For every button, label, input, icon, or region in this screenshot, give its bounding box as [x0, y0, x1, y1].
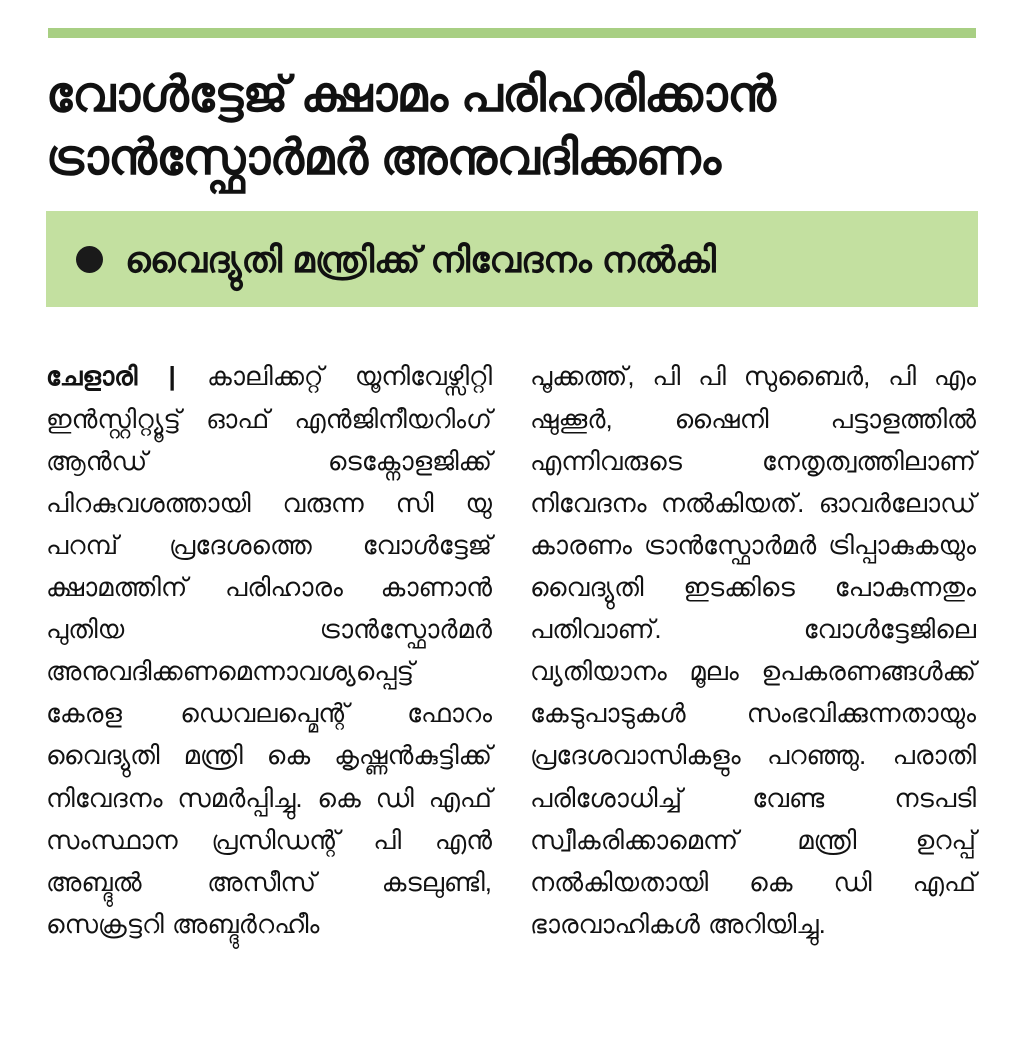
subhead-text: വൈദ്യുതി മന്ത്രിക്ക് നിവേദനം നൽകി [125, 238, 716, 280]
headline-line-1: വോൾട്ടേജ് ക്ഷാമം പരിഹരിക്കാൻ [46, 68, 776, 122]
subhead-band [46, 211, 978, 307]
article-columns [46, 329, 978, 971]
body-paragraph-2 [530, 355, 976, 945]
headline-line-2: ട്രാൻസ്ഫോർമർ അനുവദിക്കണം [46, 130, 721, 185]
article-column-right [530, 329, 976, 971]
body-text-column-1: കാലിക്കറ്റ് യൂനിവേഴ്സിറ്റി ഇൻസ്റ്റിറ്റ്യൂട്ട് ഓഫ് എൻജിനീയറിംഗ് ആൻഡ് ടെക്നോളജിക്ക് പിറകുവശത്തായി വരുന്ന സി യു പറമ്പ് പ്രദേശത്തെ വോൾട്ടേജ് ക്ഷാമത്തിന് പരിഹാരം കാണാൻ പുതിയ ട്രാൻസ്ഫോർമർ അനുവദിക്കണമെന്നാവശ്യപ്പെട്ട് കേരള ഡെവലപ്മെന്റ് ഫോറം വൈദ്യുതി മന്ത്രി കെ കൃഷ്ണൻകുട്ടിക്ക് നിവേദനം സമർപ്പിച്ചു. കെ ഡി എഫ് സംസ്ഥാന പ്രസിഡന്റ് പി എൻ അബ്ദുൽ അസീസ് കടലുണ്ടി, സെക്രട്ടറി അബ്ദുർറഹീം [46, 361, 493, 939]
dateline: ചേളാരി | [46, 361, 207, 392]
newspaper-article-page [0, 28, 1024, 1048]
top-divider-rule [48, 28, 976, 38]
body-paragraph-1 [46, 355, 492, 945]
article-column-left [46, 329, 492, 971]
page-title [46, 64, 978, 189]
bullet-dot-icon [76, 246, 103, 273]
body-text-column-2: പൂക്കത്ത്, പി പി സുബൈർ, പി എം ഷുക്കൂർ, ഷൈനി പട്ടാളത്തിൽ എന്നിവരുടെ നേതൃത്വത്തിലാണ് നിവേദനം നൽകിയത്. ഓവർലോഡ് കാരണം ട്രാൻസ്ഫോർമർ ട്രിപ്പാകുകയും വൈദ്യുതി ഇടക്കിടെ പോകുന്നതും പതിവാണ്. വോൾട്ടേജിലെ വ്യതിയാനം മൂലം ഉപകരണങ്ങൾക്ക് കേടുപാടുകൾ സംഭവിക്കുന്നതായും പ്രദേശവാസികളും പറഞ്ഞു. പരാതി പരിശോധിച്ച് വേണ്ട നടപടി സ്വീകരിക്കാമെന്ന് മന്ത്രി ഉറപ്പ് നൽകിയതായി കെ ഡി എഫ് ഭാരവാഹികൾ അറിയിച്ചു. [530, 361, 976, 939]
